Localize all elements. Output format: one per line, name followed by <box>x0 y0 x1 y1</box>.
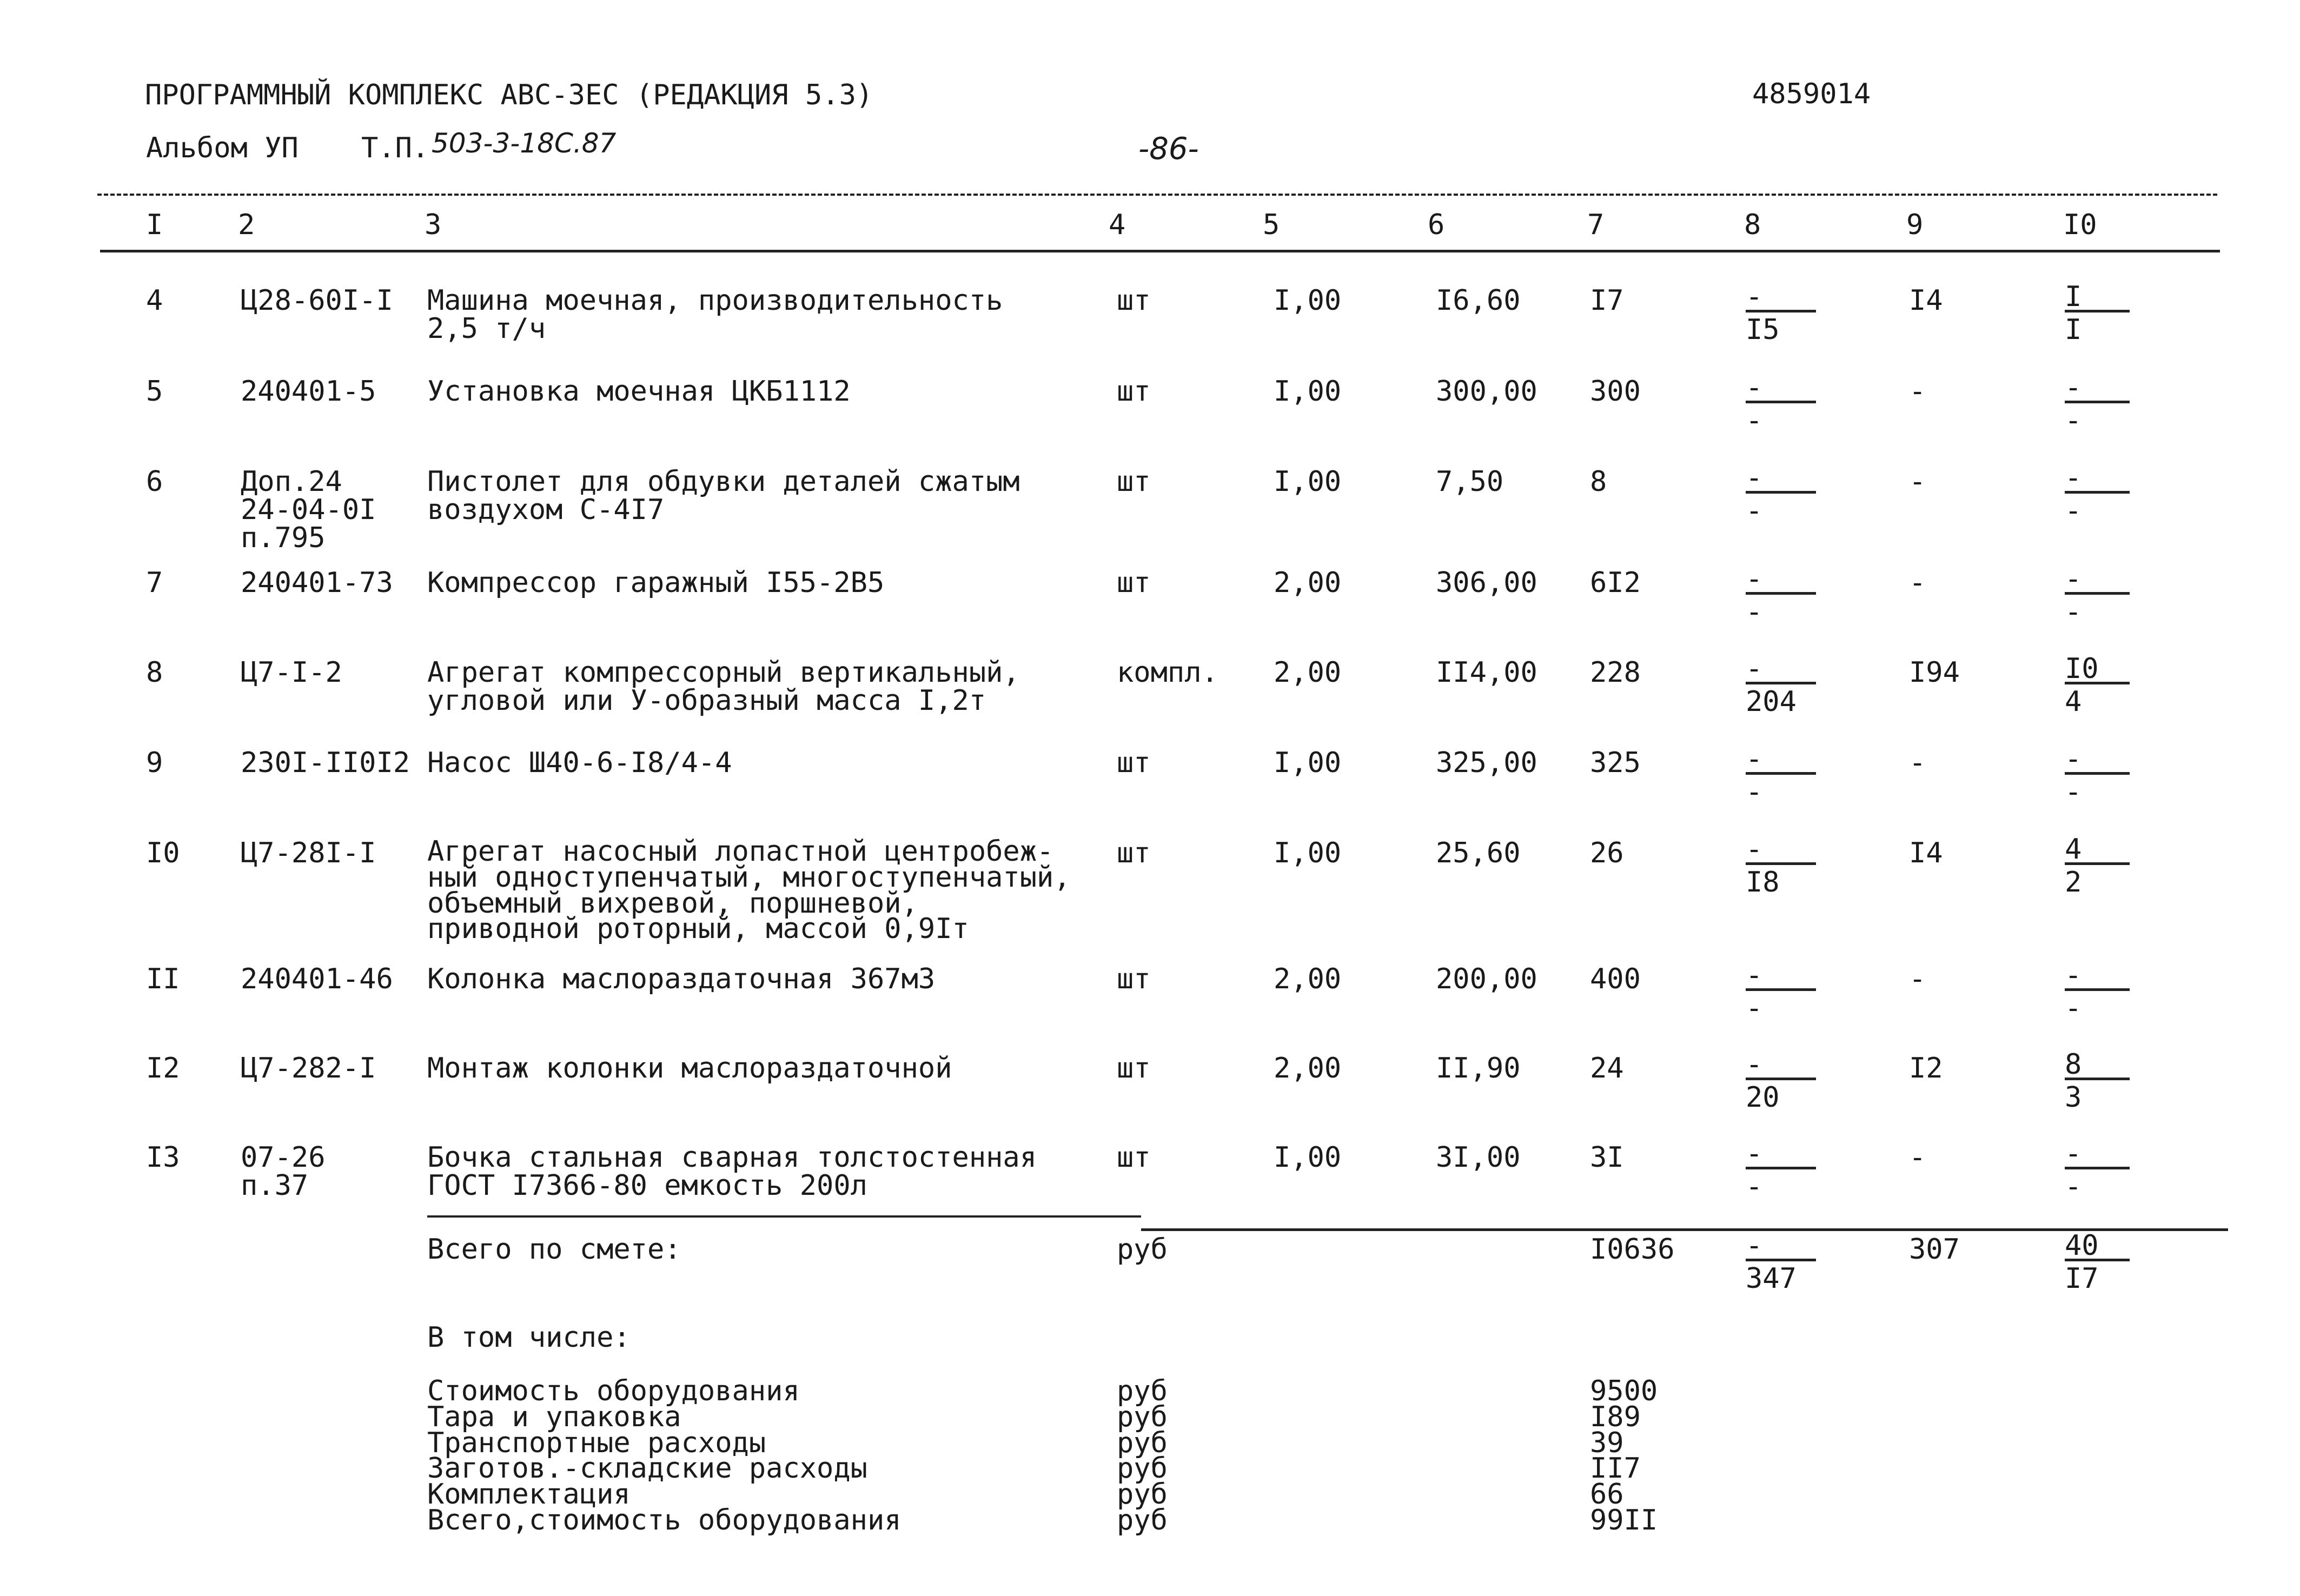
row-qty: I,00 <box>1274 837 1342 869</box>
row-col10-bottom: - <box>2065 596 2082 628</box>
total-col9: 307 <box>1909 1233 1960 1266</box>
row-unit: шт <box>1117 963 1151 995</box>
row-price: 325,00 <box>1436 747 1537 779</box>
row-col8-fraction <box>1746 563 1816 628</box>
row-qty: I,00 <box>1274 466 1342 498</box>
row-col8-bottom: I5 <box>1746 314 1780 346</box>
row-col9: I94 <box>1909 656 1960 689</box>
total-col8-fraction <box>1746 1229 1816 1295</box>
total-col8-top: - <box>1746 1233 1816 1261</box>
row-unit: шт <box>1117 837 1151 869</box>
row-price: 3I,00 <box>1436 1141 1521 1174</box>
row-number: I3 <box>146 1141 180 1174</box>
col-header-4: 4 <box>1109 209 1126 241</box>
row-col10-bottom: I <box>2065 314 2082 346</box>
header-bottom-rule <box>100 250 2220 252</box>
row-col10-fraction <box>2065 833 2130 899</box>
row-col8-top: - <box>1746 465 1816 494</box>
row-col8-top: - <box>1746 962 1816 991</box>
row-qty: 2,00 <box>1274 567 1342 599</box>
breakdown-units: руб руб руб руб руб руб <box>1117 1375 1168 1537</box>
row-col9: - <box>1909 747 1926 779</box>
col-header-10: I0 <box>2063 209 2097 241</box>
row-total: 400 <box>1590 963 1641 995</box>
row-col10-top: I0 <box>2065 656 2130 684</box>
row-name: Агрегат компрессорный вертикальный, угловой или У-образный масса I,2т <box>427 656 1020 717</box>
col-header-8: 8 <box>1744 209 1761 241</box>
col-header-1: I <box>146 209 163 241</box>
row-code: 240401-46 <box>241 963 393 995</box>
row-name: Машина моечная, производительность 2,5 т/ч <box>427 284 1003 345</box>
col-header-6: 6 <box>1428 209 1445 241</box>
row-col8-fraction <box>1746 743 1816 808</box>
row-qty: I,00 <box>1274 375 1342 408</box>
row-name: Компрессор гаражный I55-2В5 <box>427 567 885 599</box>
row-col8-bottom: - <box>1746 495 1763 527</box>
row-col8-bottom: - <box>1746 1171 1763 1203</box>
row-col10-fraction <box>2065 371 2130 437</box>
col-header-3: 3 <box>425 209 442 241</box>
row-code: 240401-5 <box>241 375 376 408</box>
row-code: Ц7-I-2 <box>241 656 342 689</box>
row-number: 5 <box>146 375 163 408</box>
row-number: 9 <box>146 747 163 779</box>
row-col10-fraction <box>2065 1048 2130 1114</box>
row-col8-fraction <box>1746 959 1816 1025</box>
row-unit: шт <box>1117 375 1151 408</box>
row-col10-bottom: 4 <box>2065 686 2082 718</box>
col-header-9: 9 <box>1906 209 1924 241</box>
row-qty: 2,00 <box>1274 1052 1342 1085</box>
breakdown-labels: Стоимость оборудования Тара и упаковка Транспортные расходы Заготов.-складские расходы Комплектация Всего,стоимость оборудования <box>427 1375 902 1537</box>
row-code: Ц28-60I-I <box>241 284 393 317</box>
row-col8-top: - <box>1746 1141 1816 1169</box>
row-qty: 2,00 <box>1274 963 1342 995</box>
program-title: ПРОГРАММНЫЙ КОМПЛЕКС АВС-ЗЕС (РЕДАКЦИЯ 5.3) <box>145 79 873 111</box>
row-col10-bottom: - <box>2065 404 2082 437</box>
row-col8-bottom: I8 <box>1746 866 1780 899</box>
row-number: 4 <box>146 284 163 317</box>
row-col10-fraction <box>2065 462 2130 527</box>
col-header-5: 5 <box>1263 209 1280 241</box>
row-col8-bottom: - <box>1746 776 1763 808</box>
row-col10-top: 4 <box>2065 836 2130 865</box>
row-col8-bottom: 20 <box>1746 1081 1780 1114</box>
row-col8-fraction <box>1746 281 1816 346</box>
row-col8-bottom: - <box>1746 992 1763 1025</box>
row-number: 6 <box>146 466 163 498</box>
row-total: 300 <box>1590 375 1641 408</box>
row-col9: - <box>1909 375 1926 408</box>
row-col9: - <box>1909 963 1926 995</box>
row-col9: - <box>1909 567 1926 599</box>
row-unit: шт <box>1117 284 1151 317</box>
row-price: II,90 <box>1436 1052 1521 1085</box>
col-header-2: 2 <box>238 209 255 241</box>
row-price: 300,00 <box>1436 375 1537 408</box>
row-col10-top: - <box>2065 375 2130 403</box>
row-col8-top: - <box>1746 566 1816 595</box>
total-col10-bottom: I7 <box>2065 1262 2099 1295</box>
row-col10-bottom: - <box>2065 776 2082 808</box>
row-col8-fraction <box>1746 1138 1816 1203</box>
document-number: 4859014 <box>1752 78 1871 110</box>
row-col9: - <box>1909 466 1926 498</box>
row-name: Насос Ш40-6-I8/4-4 <box>427 747 732 779</box>
row-col8-top: - <box>1746 746 1816 775</box>
row-col10-top: I <box>2065 284 2130 312</box>
row-name: Колонка маслораздаточная 367м3 <box>427 963 936 995</box>
row-unit: компл. <box>1117 656 1218 689</box>
row-name: Пистолет для обдувки деталей сжатым воздухом С-4I7 <box>427 466 1020 526</box>
row-unit: шт <box>1117 747 1151 779</box>
row-col10-fraction <box>2065 959 2130 1025</box>
row-col10-top: - <box>2065 1141 2130 1169</box>
total-value: I0636 <box>1590 1233 1675 1266</box>
row-price: 200,00 <box>1436 963 1537 995</box>
row-col10-top: - <box>2065 566 2130 595</box>
row-number: II <box>146 963 180 995</box>
total-label: Всего по смете: <box>427 1233 681 1266</box>
row-qty: I,00 <box>1274 1141 1342 1174</box>
row-col10-bottom: 2 <box>2065 866 2082 899</box>
row-col10-bottom: - <box>2065 1171 2082 1203</box>
row-qty: I,00 <box>1274 284 1342 317</box>
row-total: 3I <box>1590 1141 1624 1174</box>
row-col9: I4 <box>1909 284 1943 317</box>
row-col10-fraction <box>2065 281 2130 346</box>
total-col8-bottom: 347 <box>1746 1262 1797 1295</box>
row-code: 230I-II0I2 <box>241 747 410 779</box>
row-unit: шт <box>1117 1052 1151 1085</box>
row-col9: I2 <box>1909 1052 1943 1085</box>
row-col9: - <box>1909 1141 1926 1174</box>
row-col10-bottom: 3 <box>2065 1081 2082 1114</box>
row-col8-fraction <box>1746 371 1816 437</box>
breakdown-title: В том числе: <box>427 1321 631 1354</box>
tp-label: Т.П. <box>361 132 429 164</box>
row-col8-bottom: - <box>1746 596 1763 628</box>
row-price: 7,50 <box>1436 466 1504 498</box>
row-col8-fraction <box>1746 462 1816 527</box>
col-header-7: 7 <box>1587 209 1605 241</box>
row-number: 7 <box>146 567 163 599</box>
row-code: Ц7-28I-I <box>241 837 376 869</box>
row-name: Монтаж колонки маслораздаточной <box>427 1052 952 1085</box>
row-col8-top: - <box>1746 836 1816 865</box>
row-total: I7 <box>1590 284 1624 317</box>
row-code: Доп.24 24-04-0I п.795 <box>241 466 376 554</box>
row-col10-fraction <box>2065 1138 2130 1203</box>
row-price: 306,00 <box>1436 567 1537 599</box>
row-total: 228 <box>1590 656 1641 689</box>
row-name: Агрегат насосный лопастной центробеж- ный одноступенчатый, многоступенчатый, объемный вихревой, поршневой, приводной роторный, массой 0,9Iт <box>427 835 1071 946</box>
row-number: 8 <box>146 656 163 689</box>
row-qty: 2,00 <box>1274 656 1342 689</box>
total-unit: руб <box>1117 1233 1168 1266</box>
row-col10-fraction <box>2065 563 2130 628</box>
total-col10-top: 40 <box>2065 1233 2130 1261</box>
row-col8-top: - <box>1746 1052 1816 1080</box>
header-top-rule <box>97 194 2217 196</box>
row-col8-fraction <box>1746 1048 1816 1114</box>
row-unit: шт <box>1117 466 1151 498</box>
row-total: 6I2 <box>1590 567 1641 599</box>
row-col8-top: - <box>1746 656 1816 684</box>
row-price: 25,60 <box>1436 837 1521 869</box>
row-total: 26 <box>1590 837 1624 869</box>
row-col8-fraction <box>1746 653 1816 718</box>
row-col10-top: - <box>2065 746 2130 775</box>
row-col10-top: 8 <box>2065 1052 2130 1080</box>
row-code: 240401-73 <box>241 567 393 599</box>
row-total: 325 <box>1590 747 1641 779</box>
totals-rule-left <box>427 1215 1141 1218</box>
breakdown-values: 9500 I89 39 II7 66 99II <box>1590 1375 1658 1537</box>
row-col8-top: - <box>1746 375 1816 403</box>
row-code: 07-26 п.37 <box>241 1141 326 1202</box>
row-name: Бочка стальная сварная толстостенная ГОСТ I7366-80 емкость 200л <box>427 1141 1037 1202</box>
row-col8-fraction <box>1746 833 1816 899</box>
album-label: Альбом УП <box>146 132 299 164</box>
row-col10-top: - <box>2065 465 2130 494</box>
row-col10-bottom: - <box>2065 992 2082 1025</box>
row-col8-bottom: 204 <box>1746 686 1797 718</box>
total-col10-fraction <box>2065 1229 2130 1295</box>
row-col8-bottom: - <box>1746 404 1763 437</box>
row-total: 8 <box>1590 466 1607 498</box>
row-total: 24 <box>1590 1052 1624 1085</box>
page-number: -86- <box>1138 131 1199 167</box>
row-col8-top: - <box>1746 284 1816 312</box>
row-number: I0 <box>146 837 180 869</box>
row-unit: шт <box>1117 567 1151 599</box>
tp-handwritten-number: 503-3-18С.87 <box>432 128 617 159</box>
row-col10-top: - <box>2065 962 2130 991</box>
row-col10-fraction <box>2065 653 2130 718</box>
row-col10-fraction <box>2065 743 2130 808</box>
row-unit: шт <box>1117 1141 1151 1174</box>
row-code: Ц7-282-I <box>241 1052 376 1085</box>
row-name: Установка моечная ЦКБ1112 <box>427 375 851 408</box>
row-price: II4,00 <box>1436 656 1537 689</box>
row-qty: I,00 <box>1274 747 1342 779</box>
row-price: I6,60 <box>1436 284 1521 317</box>
row-col9: I4 <box>1909 837 1943 869</box>
row-number: I2 <box>146 1052 180 1085</box>
row-col10-bottom: - <box>2065 495 2082 527</box>
